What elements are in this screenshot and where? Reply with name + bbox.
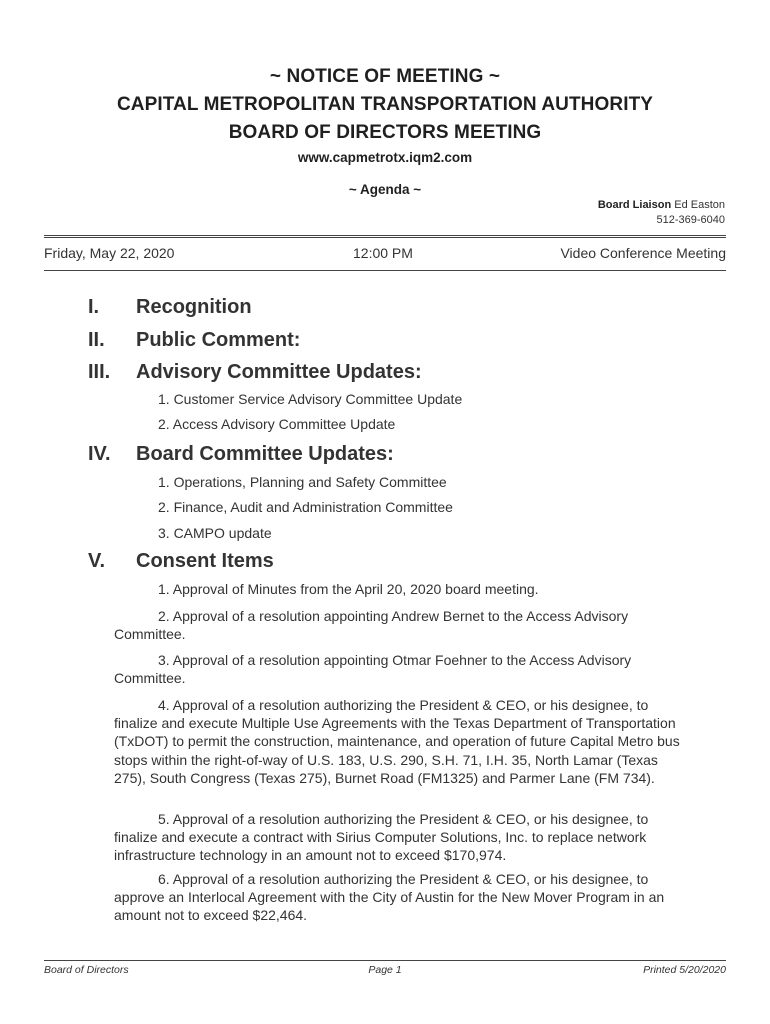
agenda-item: 2. Access Advisory Committee Update xyxy=(158,416,396,432)
section-number: III. xyxy=(88,361,111,383)
section-title-board-committee: Board Committee Updates: xyxy=(136,443,394,465)
info-divider xyxy=(44,270,726,271)
section-number: I. xyxy=(88,296,100,318)
section-title-consent-items: Consent Items xyxy=(136,550,274,572)
section-title-public-comment: Public Comment: xyxy=(136,329,301,351)
agenda-label: ~ Agenda ~ xyxy=(348,182,422,197)
notice-heading: ~ NOTICE OF MEETING ~ xyxy=(269,66,501,87)
agenda-item: 1. Approval of Minutes from the April 20, 2020 board meeting. xyxy=(158,581,539,597)
meeting-date: Friday, May 22, 2020 xyxy=(44,245,175,261)
website-link[interactable]: www.capmetrotx.iqm2.com xyxy=(297,150,473,165)
board-liaison xyxy=(598,198,725,228)
footer-page-number: Page 1 xyxy=(368,964,402,976)
agenda-item: 1. Customer Service Advisory Committee Update xyxy=(158,391,463,407)
agenda-item: 1. Operations, Planning and Safety Committee xyxy=(158,474,447,490)
meeting-location: Video Conference Meeting xyxy=(560,245,726,261)
agenda-item: 4. Approval of a resolution authorizing the President & CEO, or his designee, to finalize and execute Multiple Use Agreements with the Texas Department of Transportation (TxDOT) to permit the construction, maintenance, and operation of future Capital Metro bus stops within the right-of-way of U.S. 183, U.S. 290, S.H. 71, I.H. 35, North Lamar (Texas 275), South Congress (Texas 275), Burnet Road (FM1325) and Parmer Lane (FM 734). xyxy=(114,697,680,786)
meeting-time: 12:00 PM xyxy=(353,245,413,261)
liaison-phone: 512-369-6040 xyxy=(656,214,725,226)
footer-left: Board of Directors xyxy=(44,964,129,976)
agenda-item: 2. Finance, Audit and Administration Committee xyxy=(158,499,453,515)
agenda-item: 2. Approval of a resolution appointing Andrew Bernet to the Access Advisory Committee. xyxy=(114,608,629,643)
agenda-item: 3. Approval of a resolution appointing Otmar Foehner to the Access Advisory Committee. xyxy=(114,652,632,687)
section-number: II. xyxy=(88,329,105,351)
meeting-heading: BOARD OF DIRECTORS MEETING xyxy=(228,122,542,143)
section-number: V. xyxy=(88,550,106,572)
liaison-name: Ed Easton xyxy=(674,199,725,211)
section-title-recognition: Recognition xyxy=(136,296,252,318)
liaison-label: Board Liaison xyxy=(597,199,672,211)
organization-heading: CAPITAL METROPOLITAN TRANSPORTATION AUTHORITY xyxy=(116,94,654,115)
agenda-item: 6. Approval of a resolution authorizing the President & CEO, or his designee, to approve an Interlocal Agreement with the City of Austin for the New Mover Program in an amount not to exceed $22,464. xyxy=(114,871,665,924)
footer-divider xyxy=(44,960,726,961)
header-divider xyxy=(44,235,726,238)
section-number: IV. xyxy=(88,443,111,465)
meeting-info-line xyxy=(44,245,726,265)
section-title-advisory-committee: Advisory Committee Updates: xyxy=(136,361,422,383)
agenda-item: 3. CAMPO update xyxy=(158,525,272,541)
footer-printed-date: Printed 5/20/2020 xyxy=(643,964,726,976)
agenda-item: 5. Approval of a resolution authorizing the President & CEO, or his designee, to finalize and execute a contract with Sirius Computer Solutions, Inc. to replace network infrastructure technology in an amount not to exceed $170,974. xyxy=(114,811,649,864)
